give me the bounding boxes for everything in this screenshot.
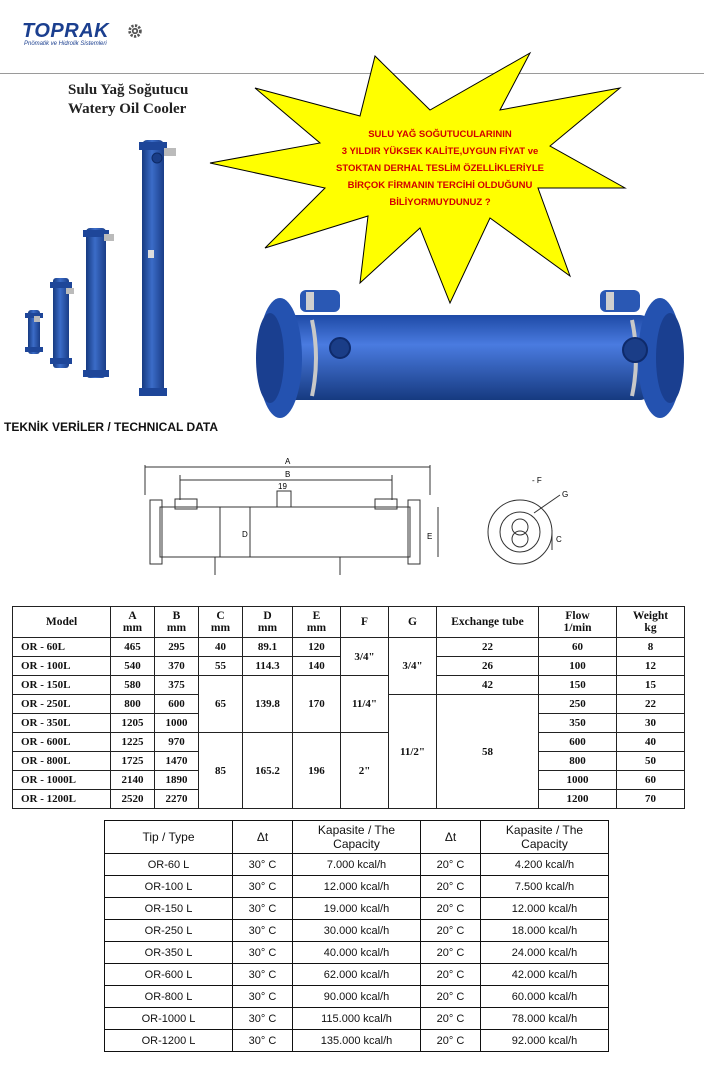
cell-a: 465 — [111, 638, 155, 657]
dim-label-b: B — [285, 470, 291, 479]
capacity-cell: 30° C — [233, 1030, 293, 1052]
col-header-capacity: Kapasite / The Capacity — [481, 821, 609, 854]
cell-a: 1205 — [111, 714, 155, 733]
table-row — [105, 1030, 609, 1052]
dim-label-d: D — [242, 530, 248, 539]
capacity-cell: 90.000 kcal/h — [293, 986, 421, 1008]
cell-flow: 1200 — [539, 790, 617, 809]
cell-d: 139.8 — [243, 676, 293, 733]
col-header: A mm — [111, 607, 155, 638]
capacity-cell: 30° C — [233, 1008, 293, 1030]
cell-weight: 15 — [617, 676, 685, 695]
spec-header-row — [13, 607, 685, 638]
promo-line: BİRÇOK FİRMANIN TERCİHİ OLDUĞUNU — [347, 180, 533, 191]
capacity-cell: 12.000 kcal/h — [293, 876, 421, 898]
table-row — [105, 986, 609, 1008]
cell-flow: 150 — [539, 676, 617, 695]
cell-e: 196 — [293, 733, 341, 809]
capacity-cell: OR-600 L — [105, 964, 233, 986]
col-header: Weight kg — [617, 607, 685, 638]
col-header: D mm — [243, 607, 293, 638]
capacity-cell: 42.000 kcal/h — [481, 964, 609, 986]
col-header-capacity: Kapasite / The Capacity — [293, 821, 421, 854]
cell-model: OR - 60L — [13, 638, 111, 657]
capacity-cell: 30.000 kcal/h — [293, 920, 421, 942]
capacity-cell: 12.000 kcal/h — [481, 898, 609, 920]
cell-flow: 350 — [539, 714, 617, 733]
capacity-cell: 62.000 kcal/h — [293, 964, 421, 986]
promo-line: 3 YILDIR YÜKSEK KALİTE,UYGUN FİYAT ve — [341, 146, 539, 157]
cell-g: 11/2" — [389, 695, 437, 809]
capacity-cell: 30° C — [233, 942, 293, 964]
table-row — [105, 942, 609, 964]
spec-table — [12, 606, 685, 809]
capacity-cell: 78.000 kcal/h — [481, 1008, 609, 1030]
cell-flow: 250 — [539, 695, 617, 714]
col-header: E mm — [293, 607, 341, 638]
capacity-cell: 18.000 kcal/h — [481, 920, 609, 942]
col-header-delta-t: Δt — [233, 821, 293, 854]
cell-tube: 22 — [437, 638, 539, 657]
capacity-cell: 30° C — [233, 876, 293, 898]
cell-d: 165.2 — [243, 733, 293, 809]
dim-label-c: C — [556, 535, 562, 544]
cell-d: 114.3 — [243, 657, 293, 676]
cell-g: 3/4" — [389, 638, 437, 695]
table-row — [105, 920, 609, 942]
promo-text — [290, 126, 590, 211]
capacity-cell: 30° C — [233, 920, 293, 942]
dim-label-e: E — [427, 532, 433, 541]
cell-model: OR - 150L — [13, 676, 111, 695]
table-row — [105, 854, 609, 876]
cell-f: 2" — [341, 733, 389, 809]
cell-model: OR - 1000L — [13, 771, 111, 790]
promo-line: STOKTAN DERHAL TESLİM ÖZELLİKLERİYLE — [336, 163, 544, 174]
promo-line: SULU YAĞ SOĞUTUCULARININ — [368, 129, 512, 140]
capacity-cell: OR-250 L — [105, 920, 233, 942]
page-title-tr: Sulu Yağ Soğutucu — [68, 82, 189, 98]
cell-model: OR - 250L — [13, 695, 111, 714]
capacity-cell: OR-350 L — [105, 942, 233, 964]
gear-icon — [126, 22, 144, 40]
dim-label-a: A — [285, 457, 291, 466]
cell-a: 1225 — [111, 733, 155, 752]
capacity-cell: 20° C — [421, 854, 481, 876]
col-header-type: Tip / Type — [105, 821, 233, 854]
capacity-cell: 92.000 kcal/h — [481, 1030, 609, 1052]
cell-c: 65 — [199, 676, 243, 733]
logo-brand: TOPRAK — [22, 20, 110, 42]
cell-model: OR - 350L — [13, 714, 111, 733]
technical-data-title: TEKNİK VERİLER / TECHNICAL DATA — [4, 420, 219, 434]
capacity-body — [105, 854, 609, 1052]
cell-c: 55 — [199, 657, 243, 676]
capacity-cell: 20° C — [421, 898, 481, 920]
cell-a: 800 — [111, 695, 155, 714]
cell-flow: 60 — [539, 638, 617, 657]
capacity-cell: 20° C — [421, 942, 481, 964]
cell-a: 580 — [111, 676, 155, 695]
capacity-cell: 40.000 kcal/h — [293, 942, 421, 964]
cell-flow: 600 — [539, 733, 617, 752]
capacity-cell: 7.000 kcal/h — [293, 854, 421, 876]
cell-tube: 26 — [437, 657, 539, 676]
cell-f: 3/4" — [341, 638, 389, 676]
capacity-cell: 30° C — [233, 854, 293, 876]
cell-flow: 800 — [539, 752, 617, 771]
capacity-cell: OR-1200 L — [105, 1030, 233, 1052]
table-row — [105, 964, 609, 986]
col-header-delta-t: Δt — [421, 821, 481, 854]
capacity-cell: OR-800 L — [105, 986, 233, 1008]
capacity-cell: 19.000 kcal/h — [293, 898, 421, 920]
capacity-cell: 30° C — [233, 986, 293, 1008]
cell-d: 89.1 — [243, 638, 293, 657]
cell-model: OR - 800L — [13, 752, 111, 771]
col-header: C mm — [199, 607, 243, 638]
cell-model: OR - 600L — [13, 733, 111, 752]
cell-b: 295 — [155, 638, 199, 657]
capacity-header-row — [105, 821, 609, 854]
cell-a: 2520 — [111, 790, 155, 809]
cell-c: 40 — [199, 638, 243, 657]
cell-b: 2270 — [155, 790, 199, 809]
cell-b: 600 — [155, 695, 199, 714]
capacity-cell: 30° C — [233, 964, 293, 986]
cell-weight: 30 — [617, 714, 685, 733]
page-title-en: Watery Oil Cooler — [68, 101, 187, 117]
capacity-cell: 20° C — [421, 920, 481, 942]
capacity-cell: OR-100 L — [105, 876, 233, 898]
cell-e: 170 — [293, 676, 341, 733]
capacity-cell: 4.200 kcal/h — [481, 854, 609, 876]
capacity-cell: OR-150 L — [105, 898, 233, 920]
capacity-cell: 24.000 kcal/h — [481, 942, 609, 964]
dim-label-g: G — [562, 490, 569, 499]
capacity-cell: 20° C — [421, 964, 481, 986]
col-header: B mm — [155, 607, 199, 638]
table-row — [105, 898, 609, 920]
technical-drawing — [140, 455, 610, 595]
table-row — [105, 876, 609, 898]
dim-label-f: - F — [532, 476, 542, 485]
cell-b: 1890 — [155, 771, 199, 790]
cell-weight: 8 — [617, 638, 685, 657]
cell-b: 1470 — [155, 752, 199, 771]
cell-weight: 22 — [617, 695, 685, 714]
cell-weight: 60 — [617, 771, 685, 790]
cell-a: 1725 — [111, 752, 155, 771]
cell-weight: 70 — [617, 790, 685, 809]
capacity-cell: 20° C — [421, 986, 481, 1008]
col-header: Exchange tube — [437, 607, 539, 638]
col-header: F — [341, 607, 389, 638]
cell-flow: 100 — [539, 657, 617, 676]
capacity-cell: 7.500 kcal/h — [481, 876, 609, 898]
cell-c: 85 — [199, 733, 243, 809]
company-logo — [22, 20, 142, 50]
cell-b: 370 — [155, 657, 199, 676]
cell-tube: 42 — [437, 676, 539, 695]
cell-weight: 12 — [617, 657, 685, 676]
cell-flow: 1000 — [539, 771, 617, 790]
cell-model: OR - 1200L — [13, 790, 111, 809]
dim-label-19: 19 — [278, 482, 287, 491]
capacity-cell: 135.000 kcal/h — [293, 1030, 421, 1052]
cell-a: 540 — [111, 657, 155, 676]
col-header: Flow 1/min — [539, 607, 617, 638]
cell-b: 375 — [155, 676, 199, 695]
cell-b: 1000 — [155, 714, 199, 733]
promo-line: BİLİYORMUYDUNUZ ? — [389, 197, 491, 208]
cooler-lineup-photo — [20, 130, 210, 410]
cell-f: 11/4" — [341, 676, 389, 733]
capacity-cell: 20° C — [421, 876, 481, 898]
capacity-cell: OR-60 L — [105, 854, 233, 876]
capacity-table — [104, 820, 609, 1052]
cell-weight: 40 — [617, 733, 685, 752]
logo-tagline: Pnömatik ve Hidrolik Sistemleri — [24, 41, 107, 47]
cell-model: OR - 100L — [13, 657, 111, 676]
cell-b: 970 — [155, 733, 199, 752]
cell-a: 2140 — [111, 771, 155, 790]
capacity-cell: 115.000 kcal/h — [293, 1008, 421, 1030]
capacity-cell: 60.000 kcal/h — [481, 986, 609, 1008]
table-row — [13, 733, 685, 752]
capacity-cell: 20° C — [421, 1008, 481, 1030]
cell-e: 140 — [293, 657, 341, 676]
col-header: Model — [13, 607, 111, 638]
cell-weight: 50 — [617, 752, 685, 771]
table-row — [13, 638, 685, 657]
cell-tube: 58 — [437, 695, 539, 809]
table-row — [13, 676, 685, 695]
capacity-cell: 30° C — [233, 898, 293, 920]
col-header: G — [389, 607, 437, 638]
cell-e: 120 — [293, 638, 341, 657]
capacity-cell: 20° C — [421, 1030, 481, 1052]
table-row — [105, 1008, 609, 1030]
capacity-cell: OR-1000 L — [105, 1008, 233, 1030]
